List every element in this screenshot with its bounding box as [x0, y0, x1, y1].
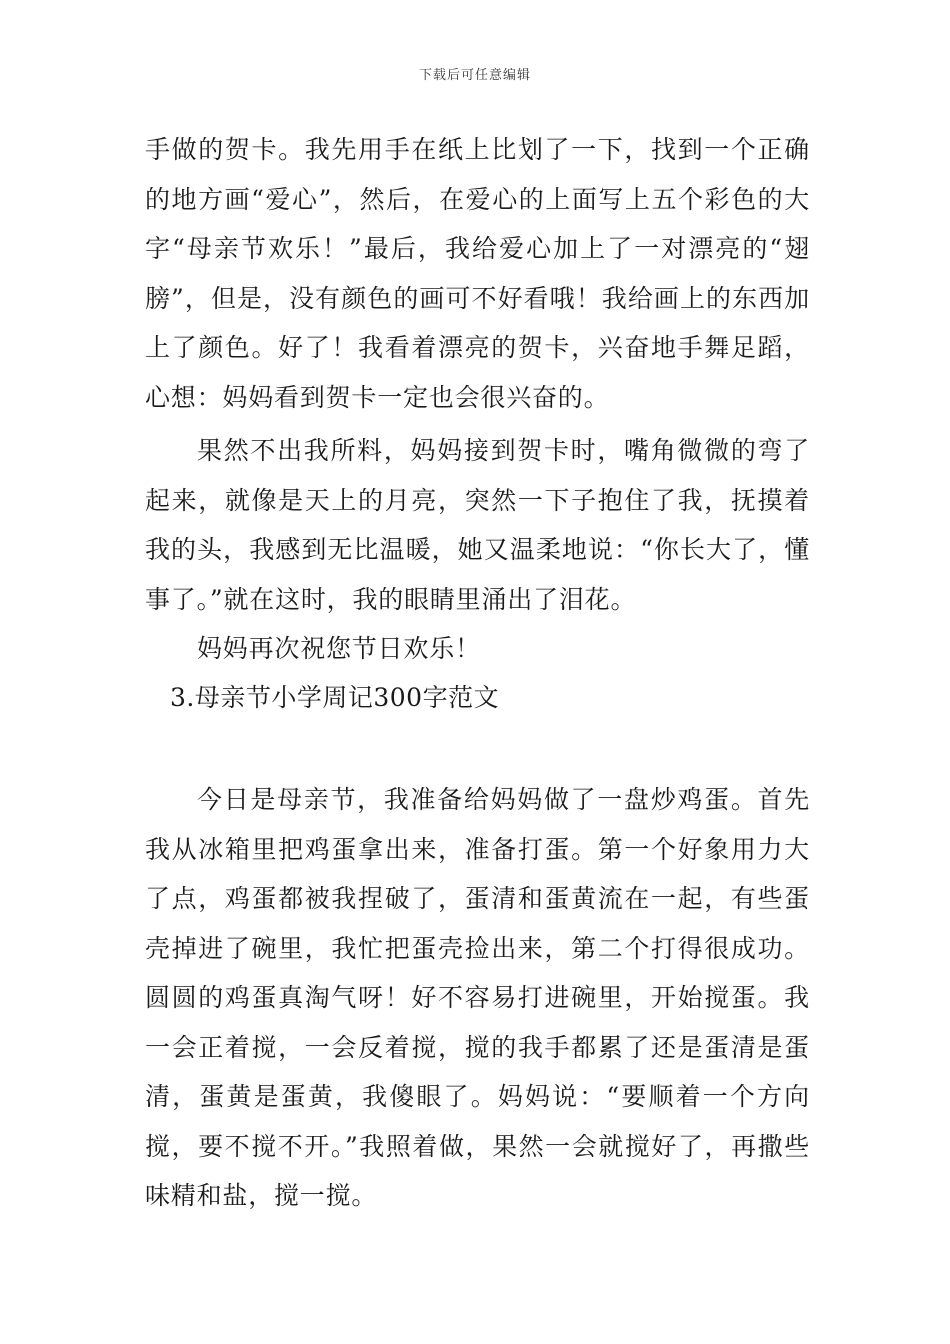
paragraph-4-text: 今日是母亲节，我准备给妈妈做了一盘炒鸡蛋。首先我从冰箱里把鸡蛋拿出来，准备打蛋。第一个好象用力大了点，鸡蛋都被我捏破了，蛋清和蛋黄流在一起，有些蛋壳掉进了碗里，我忙把蛋壳捡出来，第二个打得很成功。圆圆的鸡蛋真淘气呀！好不容易打进碗里，开始搅蛋。我一会正着搅，一会反着搅，搅的我手都累了还是蛋清是蛋清，蛋黄是蛋黄，我傻眼了。妈妈说：“要顺着一个方向搅，要不搅不开。”我照着做，果然一会就搅好了，再撒些味精和盐，搅一搅。 — [145, 785, 810, 1210]
paragraph-4 — [145, 775, 810, 1221]
header-note: 下载后可任意编辑 — [418, 68, 531, 83]
section-heading: 3.母亲节小学周记300字范文 — [170, 683, 500, 712]
paragraph-1 — [145, 125, 810, 422]
paragraph-3 — [145, 624, 810, 674]
paragraph-3-text: 妈妈再次祝您节日欢乐！ — [197, 634, 481, 663]
paragraph-2-text: 果然不出我所料，妈妈接到贺卡时，嘴角微微的弯了起来，就像是天上的月亮，突然一下子抱住了我，抚摸着我的头，我感到无比温暖，她又温柔地说：“你长大了，懂事了。”就在这时，我的眼睛里涌出了泪花。 — [145, 436, 810, 614]
paragraph-1-text: 手做的贺卡。我先用手在纸上比划了一下，找到一个正确的地方画“爱心”，然后，在爱心的上面写上五个彩色的大字“母亲节欢乐！”最后，我给爱心加上了一对漂亮的“翅膀”，但是，没有颜色的画可不好看哦！我给画上的东西加上了颜色。好了！我看着漂亮的贺卡，兴奋地手舞足蹈，心想：妈妈看到贺卡一定也会很兴奋的。 — [145, 135, 810, 412]
paragraph-2 — [145, 426, 810, 624]
